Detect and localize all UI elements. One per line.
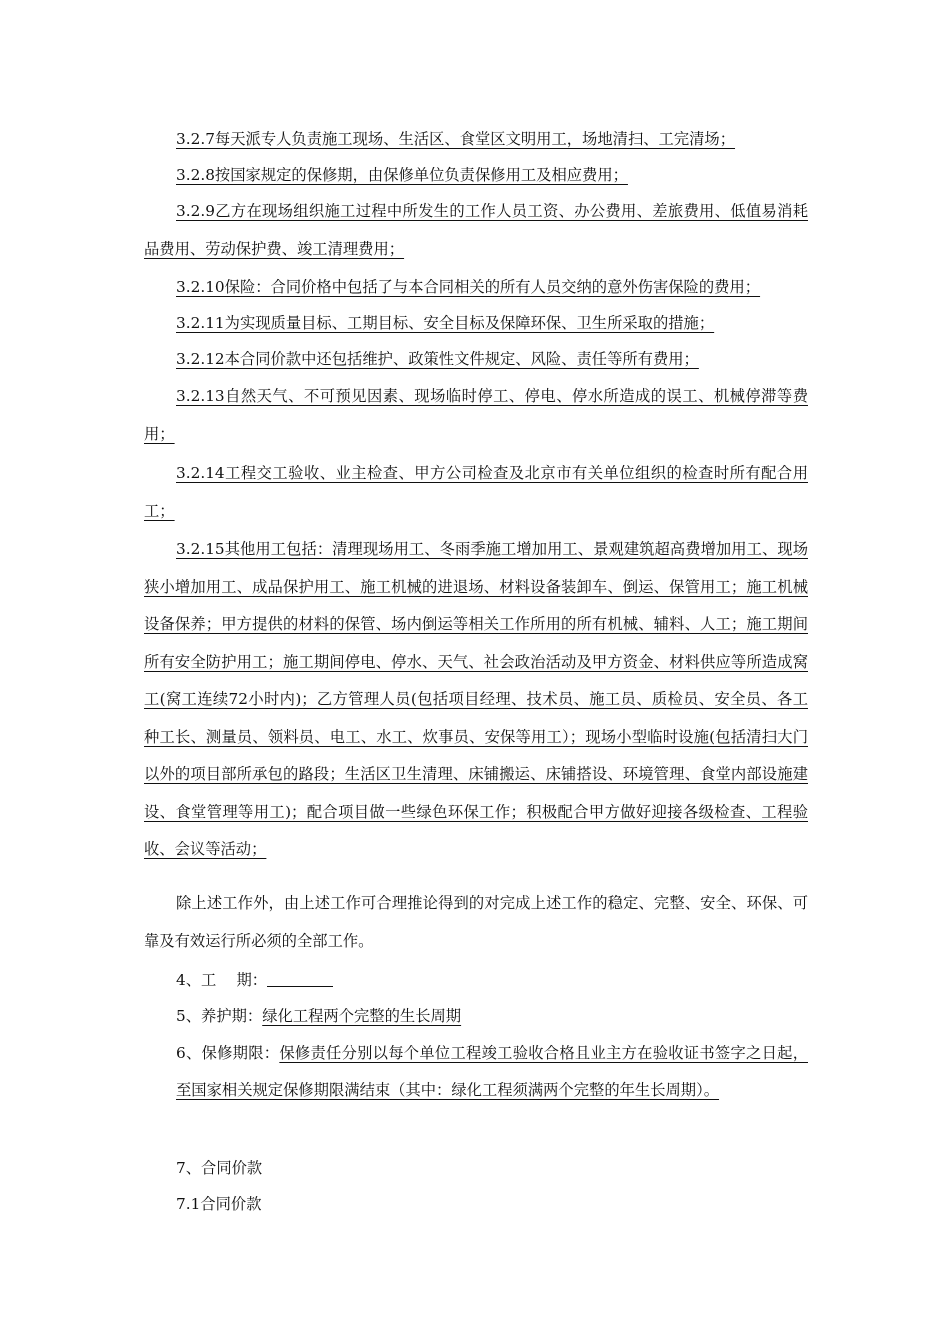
clause-3-2-8: 3.2.8按国家规定的保修期，由保修单位负责保修用工及相应费用； [176,166,628,184]
summary-paragraph: 除上述工作外，由上述工作可合理推论得到的对完成上述工作的稳定、完整、安全、环保、可靠及有效运行所必须的全部工作。 [144,894,808,950]
item-7-1-contract-price: 7.1合同价款 [176,1195,262,1213]
item-6-warranty-period: 6、保修期限：保修责任分别以每个单位工程竣工验收合格且业主方在验收证书签字之日起，至国家相关规定保修期限满结束（其中：绿化工程须满两个完整的年生长周期）。 [176,1044,808,1099]
duration-blank [267,972,333,987]
clause-3-2-10: 3.2.10保险：合同价格中包括了与本合同相关的所有人员交纳的意外伤害保险的费用； [176,278,761,296]
item-4-duration: 4、工 期： [144,962,808,1000]
item-5-maintenance-period: 5、养护期：绿化工程两个完整的生长周期 [176,1007,462,1025]
clause-3-2-12: 3.2.12本合同价款中还包括维护、政策性文件规定、风险、责任等所有费用； [176,350,699,368]
clause-3-2-9: 3.2.9乙方在现场组织施工过程中所发生的工作人员工资、办公费用、差旅费用、低值易消耗品费用、劳动保护费、竣工清理费用； [144,202,808,258]
item-7-contract-price: 7、合同价款 [176,1159,263,1177]
clause-3-2-7: 3.2.7每天派专人负责施工现场、生活区、食堂区文明用工，场地清扫、工完清场； [176,130,736,148]
clause-3-2-15: 3.2.15其他用工包括：清理现场用工、冬雨季施工增加用工、景观建筑超高费增加用工、现场狭小增加用工、成品保护用工、施工机械的进退场、材料设备装卸车、倒运、保管用工；施工机械设备保养；甲方提供的材料的保管、场内倒运等相关工作所用的所有机械、辅料、人工；施工期间所有安全防护用工；施工期间停电、停水、天气、社会政治活动及甲方资金、材料供应等所造成窝工(窝工连续72小时内)；乙方管理人员(包括项目经理、技术员、施工员、质检员、安全员、各工种工长、测量员、领料员、电工、水工、炊事员、安保等用工）；现场小型临时设施(包括清扫大门以外的项目部所承包的路段；生活区卫生清理、床铺搬运、床铺搭设、环境管理、食堂内部设施建设、食堂管理等用工)；配合项目做一些绿色环保工作；积极配合甲方做好迎接各级检查、工程验收、会议等活动； [144,540,808,858]
clause-3-2-13: 3.2.13自然天气、不可预见因素、现场临时停工、停电、停水所造成的误工、机械停滞等费用； [144,387,808,443]
clause-3-2-11: 3.2.11为实现质量目标、工期目标、安全目标及保障环保、卫生所采取的措施； [176,314,715,332]
clause-3-2-14: 3.2.14工程交工验收、业主检查、甲方公司检查及北京市有关单位组织的检查时所有配合用工； [144,464,808,520]
